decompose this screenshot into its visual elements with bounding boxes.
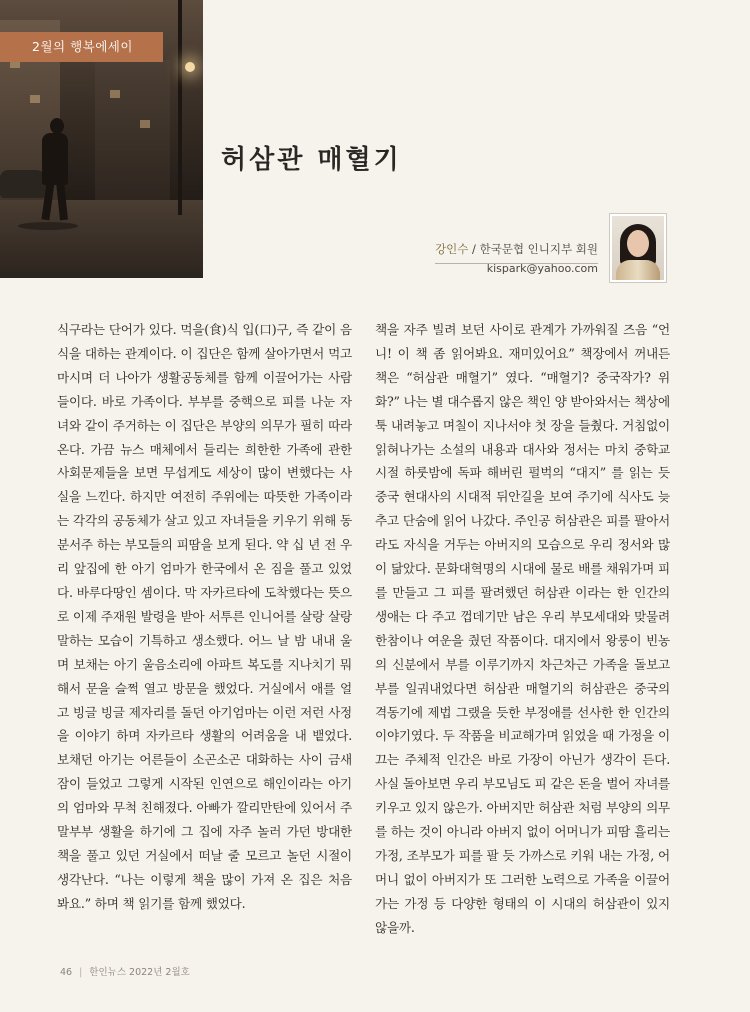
- section-banner: 2월의 행복에세이: [0, 32, 163, 62]
- window: [30, 95, 40, 103]
- person-shadow: [18, 222, 78, 230]
- article-title: 허삼관 매혈기: [221, 145, 402, 175]
- walking-man-head: [50, 118, 64, 134]
- byline-separator: /: [468, 242, 480, 256]
- page-footer: [60, 964, 190, 978]
- article-column-right: [375, 318, 670, 940]
- parked-car: [0, 170, 46, 198]
- article-paragraph: 책을 자주 빌려 보던 사이로 관계가 가까워질 즈음 “언니! 이 책 좀 읽어봐요. 재미있어요” 책장에서 꺼내든 책은 “허삼관 매혈기” 였다. “매혈기? 중국작가? 위화?” 나는 별 대수롭지 않은 책인 양 받아와서는 책상에 툭 내려놓고 며칠이 지나서야 첫 장을 들췄다. 거침없이 읽혀나가는 소설의 내용과 대사와 정서는 마치 중학교 시절 하룻밤에 독파 해버린 펄벅의 “대지” 를 읽는 듯 중국 현대사의 시대적 뒤안길을 보여 주기에 식사도 늦추고 단숨에 읽어 나갔다. 주인공 허삼관은 피를 팔아서라도 자식을 거두는 아버지의 모습으로 우리 정서와 많이 닮았다. 문화대혁명의 시대에 물로 배를 채워가며 피를 만들고 그 피를 팔려했던 허삼관 이라는 한 인간의 생애는 다 주고 껍데기만 남은 우리 부모세대와 맞물려 한참이나 여운을 줬던 작품이다. 대지에서 왕룽이 빈농의 신분에서 부를 이루기까지 차근차근 가족을 돌보고 부를 일궈내었다면 허삼관 매혈기의 허삼관은 중국의 격동기에 제법 그랬을 듯한 부정애를 선사한 한 인간의 이야기였다. 두 작품을 비교해가며 읽었을 때 가정을 이끄는 주체적 인간은 바로 가장이 아닌가 생각이 든다. 사실 돌아보면 우리 부모님도 피 같은 돈을 벌어 자녀를 키우고 있지 않은가. 아버지만 허삼관 처럼 부양의 의무를 하는 것이 아니라 아버지 없이 어머니가 피땀 흘리는 가정, 조부모가 피를 팔 듯 가까스로 키워 내는 가정, 어머니 없이 아버지가 또 그러한 노력으로 가족을 이끌어가는 가정 등 다양한 형태의 이 시대의 허삼관이 있지 않을까.: [375, 322, 670, 935]
- author-avatar: [610, 214, 666, 282]
- author-email: kispark@yahoo.com: [486, 262, 598, 275]
- article-paragraph: 식구라는 단어가 있다. 먹을(食)식 입(口)구, 즉 같이 음식을 대하는 관계이다. 이 집단은 함께 살아가면서 먹고 마시며 더 나아가 생활공동체를 함께 이끌어가는 사람들이다. 바로 가족이다. 부부를 중핵으로 피를 나눈 자녀와 같이 주거하는 이 집단은 부양의 의무가 필히 따라온다. 가끔 뉴스 매체에서 들리는 희한한 가족에 관한 사회문제들을 보면 무섭게도 세상이 많이 변했다는 사실을 느낀다. 하지만 여전히 주위에는 따뜻한 가족이라는 각각의 공동체가 살고 있고 자녀들을 키우기 위해 동분서주 하는 부모들의 피땀을 보게 된다. 약 십 년 전 우리 앞집에 한 아기 엄마가 한국에서 온 짐을 풀고 있었다. 바루다땅인 셈이다. 막 자카르타에 도착했다는 뜻으로 이제 주재원 발령을 받아 서투른 인니어를 살랑 살랑 말하는 모습이 기특하고 생소했다. 어느 날 밤 내내 울며 보채는 아기 울음소리에 아파트 복도를 지나치기 뭐해서 문을 슬쩍 열고 방문을 했었다. 거실에서 애를 얼고 빙글 빙글 제자리를 돌던 아기엄마는 이런 저런 사정을 이야기 하며 자카르타 생활의 어려움을 내 뱉었다. 보채던 아기는 어른들이 소곤소곤 대화하는 사이 금새 잠이 들었고 그렇게 시작된 인연으로 해인이라는 아기의 엄마와 무척 친해졌다. 아빠가 깔리만탄에 있어서 주말부부 생활을 하기에 그 집에 자주 놀러 가던 방대한 책을 풀고 있던 거실에서 떠날 줄 모르고 놀던 시절이 생각난다. “나는 이렇게 책을 많이 가져 온 집은 처음 봐요.” 하며 책 읽기를 함께 했었다.: [57, 322, 352, 911]
- window: [140, 120, 150, 128]
- building-center: [95, 60, 170, 220]
- street: [0, 200, 203, 278]
- avatar-scarf: [616, 260, 660, 282]
- avatar-face: [627, 230, 649, 257]
- footer-separator: |: [79, 967, 83, 978]
- article-column-left: [57, 318, 352, 916]
- author-name: 강인수: [435, 242, 469, 256]
- walking-man-body: [42, 133, 68, 185]
- publication-name: 한인뉴스 2022년 2월호: [89, 967, 190, 978]
- page-number: 46: [60, 967, 73, 978]
- street-lamp-light: [185, 62, 195, 72]
- window: [110, 90, 120, 98]
- byline: [435, 241, 598, 264]
- author-affiliation: 한국문협 인니지부 회원: [479, 242, 598, 256]
- street-lamp-pole: [178, 0, 182, 215]
